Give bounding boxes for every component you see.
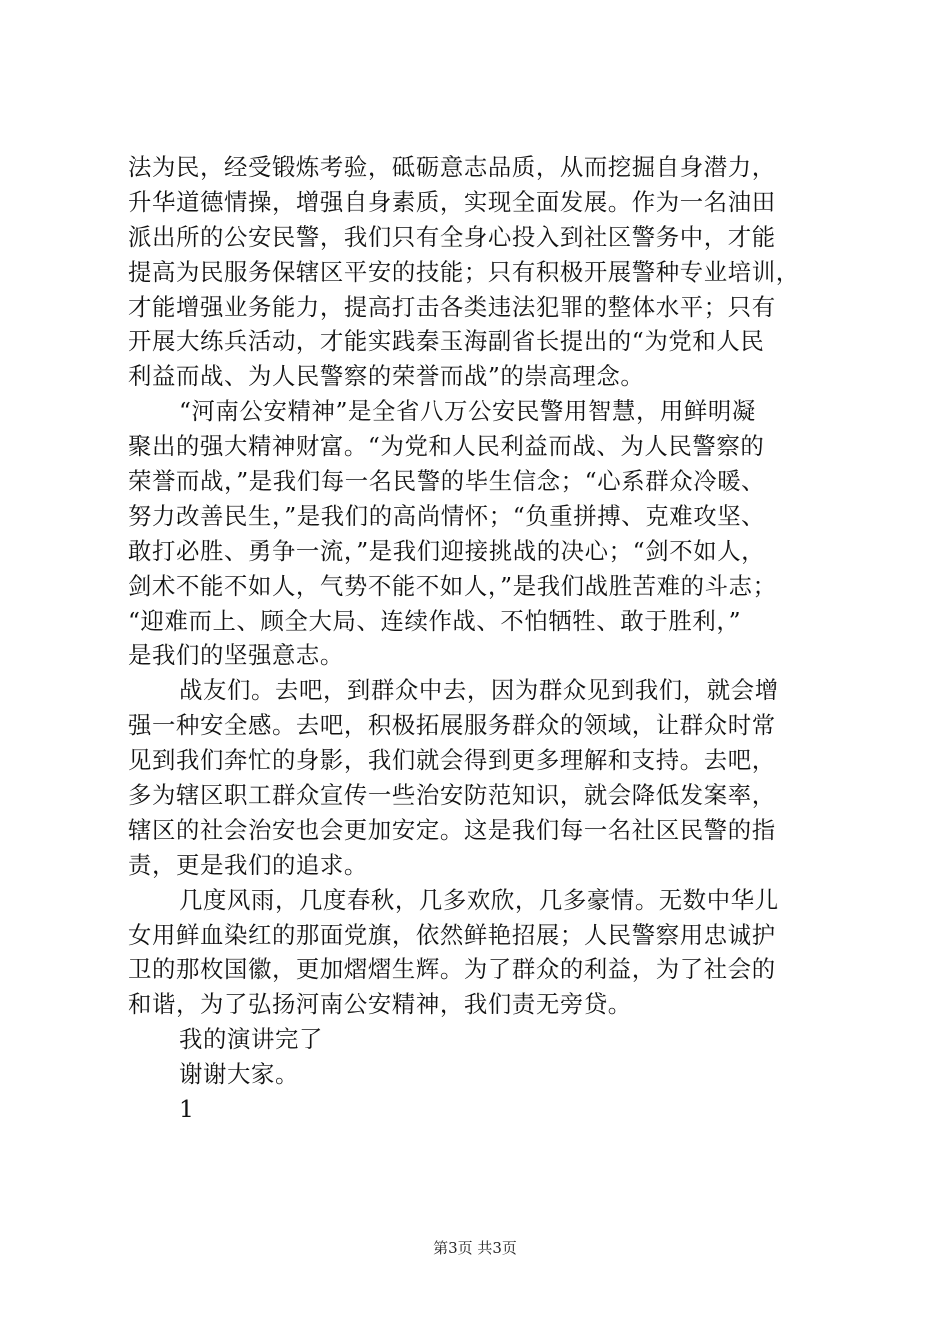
text-line: 聚出的强大精神财富。“为党和人民利益而战、为人民警察的: [128, 432, 765, 461]
text-line: 派出所的公安民警，我们只有全身心投入到社区警务中，才能: [128, 222, 776, 251]
text-line: 剑术不能不如人，气势不能不如人，”是我们战胜苦难的斗志；: [128, 571, 777, 600]
text-line: 几度风雨，几度春秋，几多欢欣，几多豪情。无数中华儿: [179, 885, 779, 914]
page-footer: 第3页 共3页: [433, 1239, 517, 1257]
text-line: 法为民，经受锻炼考验，砥砺意志品质，从而挖掘自身潜力，: [128, 153, 776, 181]
text-line: 女用鲜血染红的那面党旗，依然鲜艳招展；人民警察用忠诚护: [128, 920, 776, 949]
text-line: 1: [179, 1095, 195, 1124]
text-line: 才能增强业务能力，提高打击各类违法犯罪的整体水平；只有: [128, 292, 776, 321]
text-line: 责，更是我们的追求。: [128, 850, 368, 879]
text-line: 和谐，为了弘扬河南公安精神，我们责无旁贷。: [128, 990, 632, 1019]
text-line: 努力改善民生，”是我们的高尚情怀；“负重拼搏、克难攻坚、: [128, 501, 766, 530]
text-line: 战友们。去吧，到群众中去，因为群众见到我们，就会增: [179, 676, 779, 705]
text-line: 利益而战、为人民警察的荣誉而战”的崇高理念。: [128, 362, 645, 391]
text-line: 谢谢大家。: [179, 1060, 299, 1089]
text-line: 荣誉而战，”是我们每一名民警的毕生信念；“心系群众冷暖、: [128, 467, 766, 496]
text-line: 辖区的社会治安也会更加安定。这是我们每一名社区民警的指: [128, 815, 776, 844]
text-line: 敢打必胜、勇争一流，”是我们迎接挑战的决心；“剑不如人，: [128, 536, 766, 565]
document-body: [128, 150, 828, 1127]
text-line: “迎难而上、顾全大局、连续作战、不怕牺牲、敢于胜利，”: [128, 606, 742, 635]
text-line: “河南公安精神”是全省八万公安民警用智慧，用鲜明凝: [179, 397, 756, 426]
text-line: 开展大练兵活动，才能实践秦玉海副省长提出的“为党和人民: [128, 327, 765, 356]
text-line: 提高为民服务保辖区平安的技能；只有积极开展警种专业培训，: [128, 257, 800, 286]
text-line: 强一种安全感。去吧，积极拓展服务群众的领域，让群众时常: [128, 711, 776, 740]
text-line: 见到我们奔忙的身影，我们就会得到更多理解和支持。去吧，: [128, 746, 776, 775]
text-line: 我的演讲完了: [179, 1025, 323, 1054]
text-line: 升华道德情操，增强自身素质，实现全面发展。作为一名油田: [128, 187, 776, 216]
text-line: 卫的那枚国徽，更加熠熠生辉。为了群众的利益，为了社会的: [128, 955, 776, 984]
text-line: 多为辖区职工群众宣传一些治安防范知识，就会降低发案率，: [128, 781, 776, 810]
text-line: 是我们的坚强意志。: [128, 641, 344, 670]
